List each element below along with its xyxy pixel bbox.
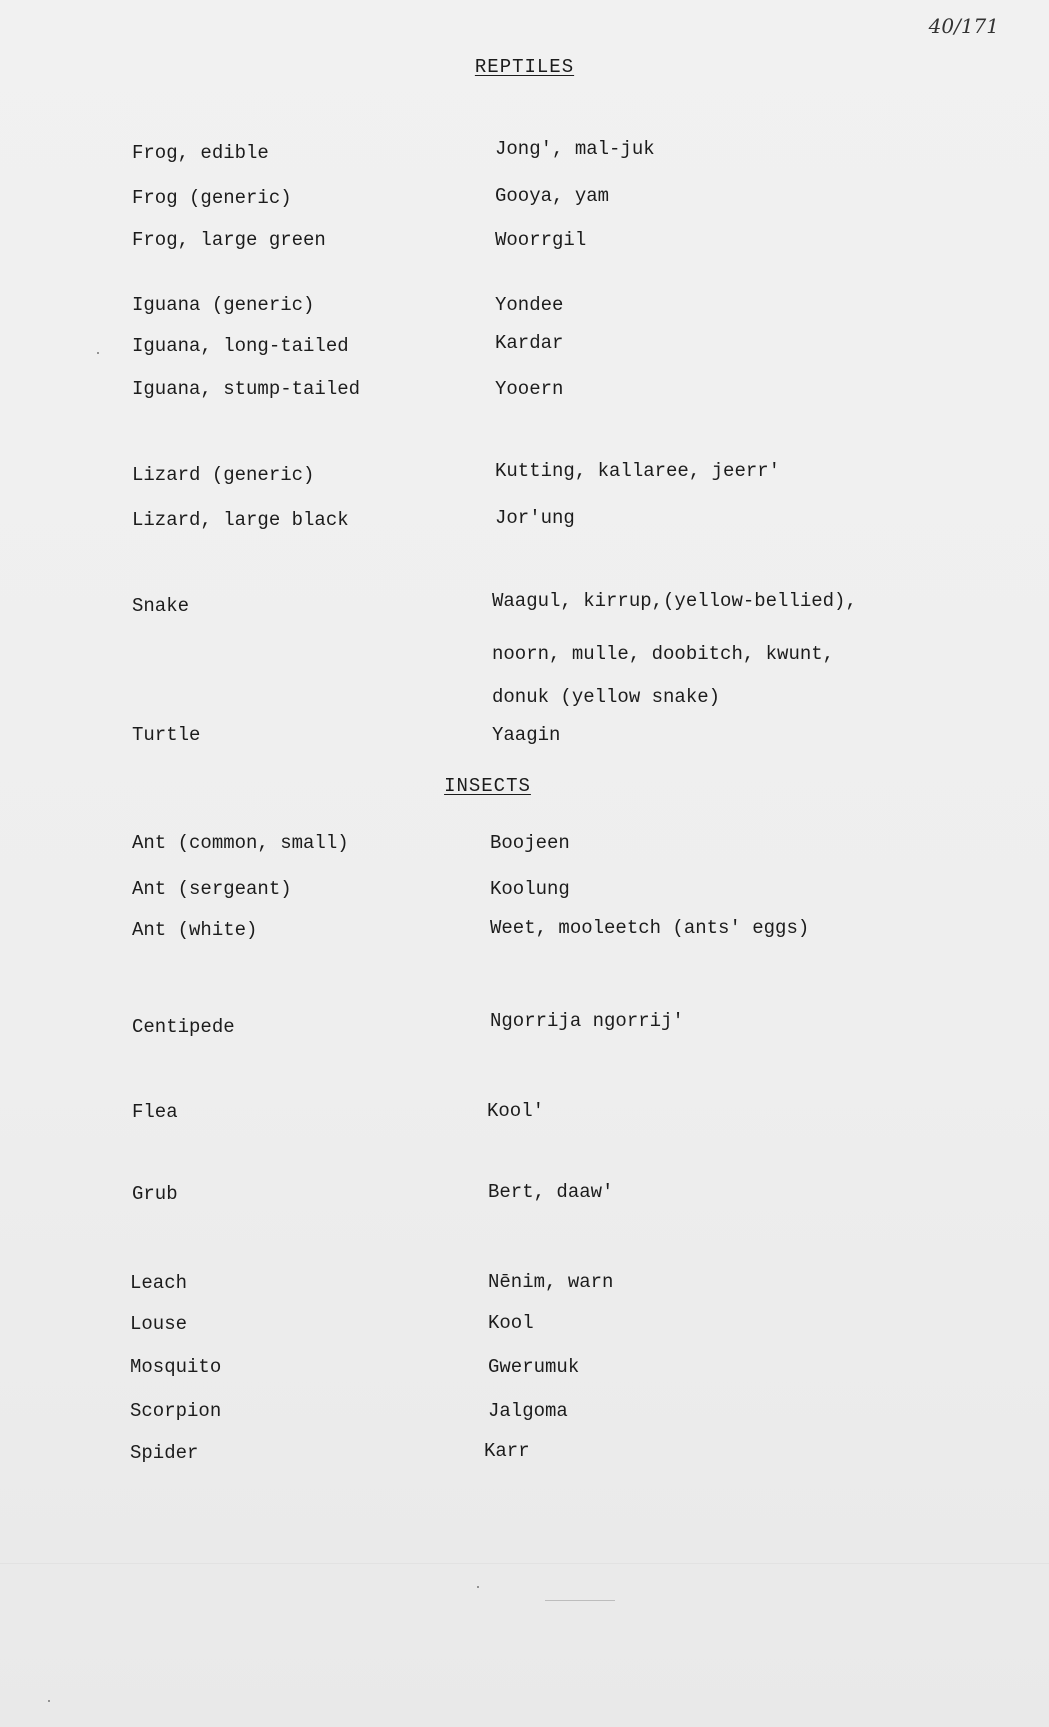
entry-english: Frog (generic) bbox=[132, 187, 292, 209]
entry-native: Yaagin bbox=[492, 724, 561, 746]
entry-english: Turtle bbox=[132, 724, 201, 746]
entry-english: Iguana, long-tailed bbox=[132, 335, 349, 357]
entry-native: Jong', mal-juk bbox=[495, 138, 655, 160]
entry-english: Iguana (generic) bbox=[132, 294, 315, 316]
ink-speck bbox=[48, 1700, 50, 1702]
entry-english: Frog, edible bbox=[132, 142, 269, 164]
page-number: 40/171 bbox=[928, 14, 999, 38]
entry-native: Kool' bbox=[487, 1100, 545, 1122]
entry-english: Grub bbox=[132, 1183, 178, 1205]
entry-native: Nēnim, warn bbox=[488, 1271, 614, 1293]
entry-native-continued: donuk (yellow snake) bbox=[492, 686, 721, 708]
entry-native: Gooya, yam bbox=[495, 185, 610, 207]
entry-english: Louse bbox=[130, 1313, 188, 1335]
entry-native: Kool bbox=[488, 1312, 534, 1334]
entry-native: Weet, mooleetch (ants' eggs) bbox=[490, 917, 810, 939]
entry-english: Ant (common, small) bbox=[132, 832, 349, 854]
entry-english: Ant (sergeant) bbox=[132, 878, 292, 900]
entry-english: Snake bbox=[132, 595, 190, 617]
entry-english: Centipede bbox=[132, 1016, 235, 1038]
entry-native: Karr bbox=[484, 1440, 530, 1462]
entry-english: Mosquito bbox=[130, 1356, 222, 1378]
entry-native-continued: noorn, mulle, doobitch, kwunt, bbox=[492, 643, 835, 665]
entry-english: Flea bbox=[132, 1101, 178, 1123]
entry-english: Leach bbox=[130, 1272, 188, 1294]
reptiles-heading: REPTILES bbox=[474, 56, 575, 78]
entry-english: Scorpion bbox=[130, 1400, 222, 1422]
entry-native: Ngorrija ngorrij' bbox=[490, 1010, 684, 1032]
ink-speck bbox=[477, 1586, 479, 1588]
entry-english: Ant (white) bbox=[132, 919, 258, 941]
entry-native: Yondee bbox=[495, 294, 564, 316]
insects-heading: INSECTS bbox=[444, 775, 531, 797]
entry-native: Kardar bbox=[495, 332, 564, 354]
ink-speck bbox=[97, 352, 99, 354]
entry-native: Koolung bbox=[490, 878, 570, 900]
entry-native: Waagul, kirrup,(yellow-bellied), bbox=[492, 590, 857, 612]
entry-native: Gwerumuk bbox=[488, 1356, 580, 1378]
smudge-mark bbox=[545, 1600, 615, 1601]
entry-native: Kutting, kallaree, jeerr' bbox=[495, 460, 781, 482]
entry-native: Boojeen bbox=[490, 832, 570, 854]
entry-english: Lizard (generic) bbox=[132, 464, 315, 486]
entry-english: Frog, large green bbox=[132, 229, 326, 251]
entry-native: Jalgoma bbox=[488, 1400, 568, 1422]
entry-native: Woorrgil bbox=[495, 229, 587, 251]
fold-line bbox=[0, 1563, 1049, 1564]
entry-native: Jor'ung bbox=[495, 507, 575, 529]
entry-english: Iguana, stump-tailed bbox=[132, 378, 361, 400]
entry-english: Spider bbox=[130, 1442, 199, 1464]
entry-native: Yooern bbox=[495, 378, 564, 400]
entry-native: Bert, daaw' bbox=[488, 1181, 614, 1203]
entry-english: Lizard, large black bbox=[132, 509, 349, 531]
